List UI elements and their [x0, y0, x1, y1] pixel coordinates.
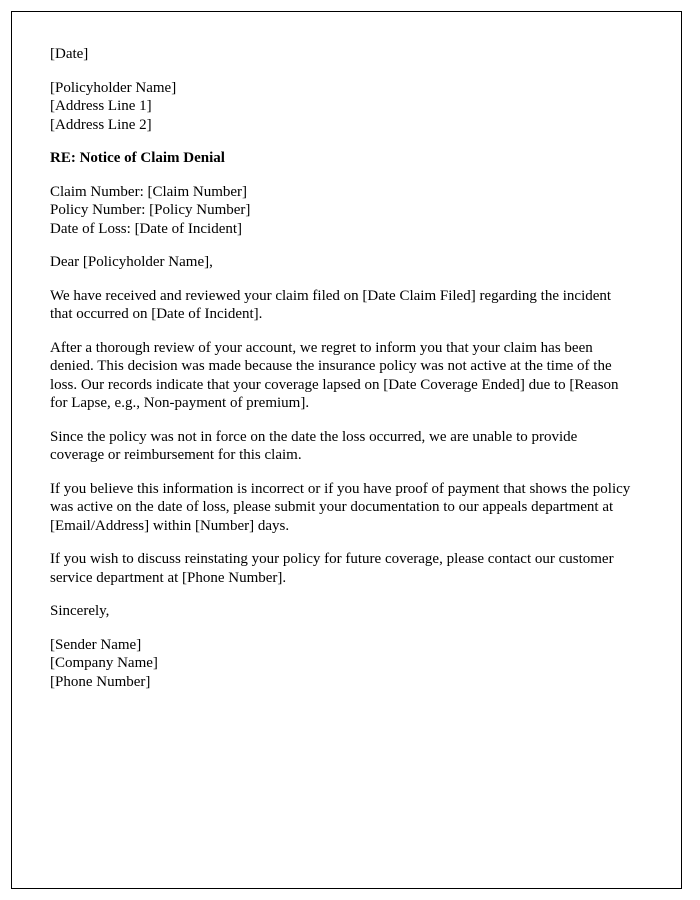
- recipient-address-line2: [Address Line 2]: [50, 116, 152, 133]
- claim-number-line: Claim Number: [Claim Number]: [50, 183, 248, 200]
- salutation: Dear [Policyholder Name],: [50, 254, 213, 270]
- recipient-address-line1: [Address Line 1]: [50, 98, 152, 114]
- body-paragraph-3: Since the policy was not in force on the date the loss occurred, we are unable to provide coverage or reimbursement for this claim.: [50, 428, 578, 463]
- signature-phone-number: [Phone Number]: [50, 673, 151, 690]
- body-paragraph-2: After a thorough review of your account, we regret to inform you that your claim has been denied. This decision was made because the insurance policy was not active at the time of the loss. Our records indicate that your coverage lapsed on [Date Coverage Ended] due to [Reason for Lapse, e.g., Non-payment of premium].: [50, 339, 619, 411]
- recipient-name: [Policyholder Name]: [50, 79, 177, 96]
- subject-line: RE: Notice of Claim Denial: [50, 150, 225, 166]
- body-paragraph-4: If you believe this information is incorrect or if you have proof of payment that shows the policy was active on the date of loss, please submit your documentation to our appeals department at [Email/Address] within [Number] days.: [50, 480, 631, 534]
- signature-sender-name: [Sender Name]: [50, 636, 142, 653]
- closing: Sincerely,: [50, 603, 110, 619]
- signature-company-name: [Company Name]: [50, 655, 158, 671]
- policy-number-line: Policy Number: [Policy Number]: [50, 202, 251, 218]
- letter-date: [Date]: [50, 46, 89, 62]
- letter-content: [12, 12, 681, 691]
- signature-block: [50, 636, 631, 692]
- body-paragraph-5: If you wish to discuss reinstating your policy for future coverage, please contact our customer service department at [Phone Number].: [50, 551, 614, 586]
- letter-page: [11, 11, 682, 889]
- body-paragraph-1: We have received and reviewed your claim filed on [Date Claim Filed] regarding the incident that occurred on [Date of Incident].: [50, 287, 612, 322]
- date-of-loss-line: Date of Loss: [Date of Incident]: [50, 220, 243, 237]
- claim-details-block: [50, 183, 631, 239]
- recipient-block: [50, 79, 631, 135]
